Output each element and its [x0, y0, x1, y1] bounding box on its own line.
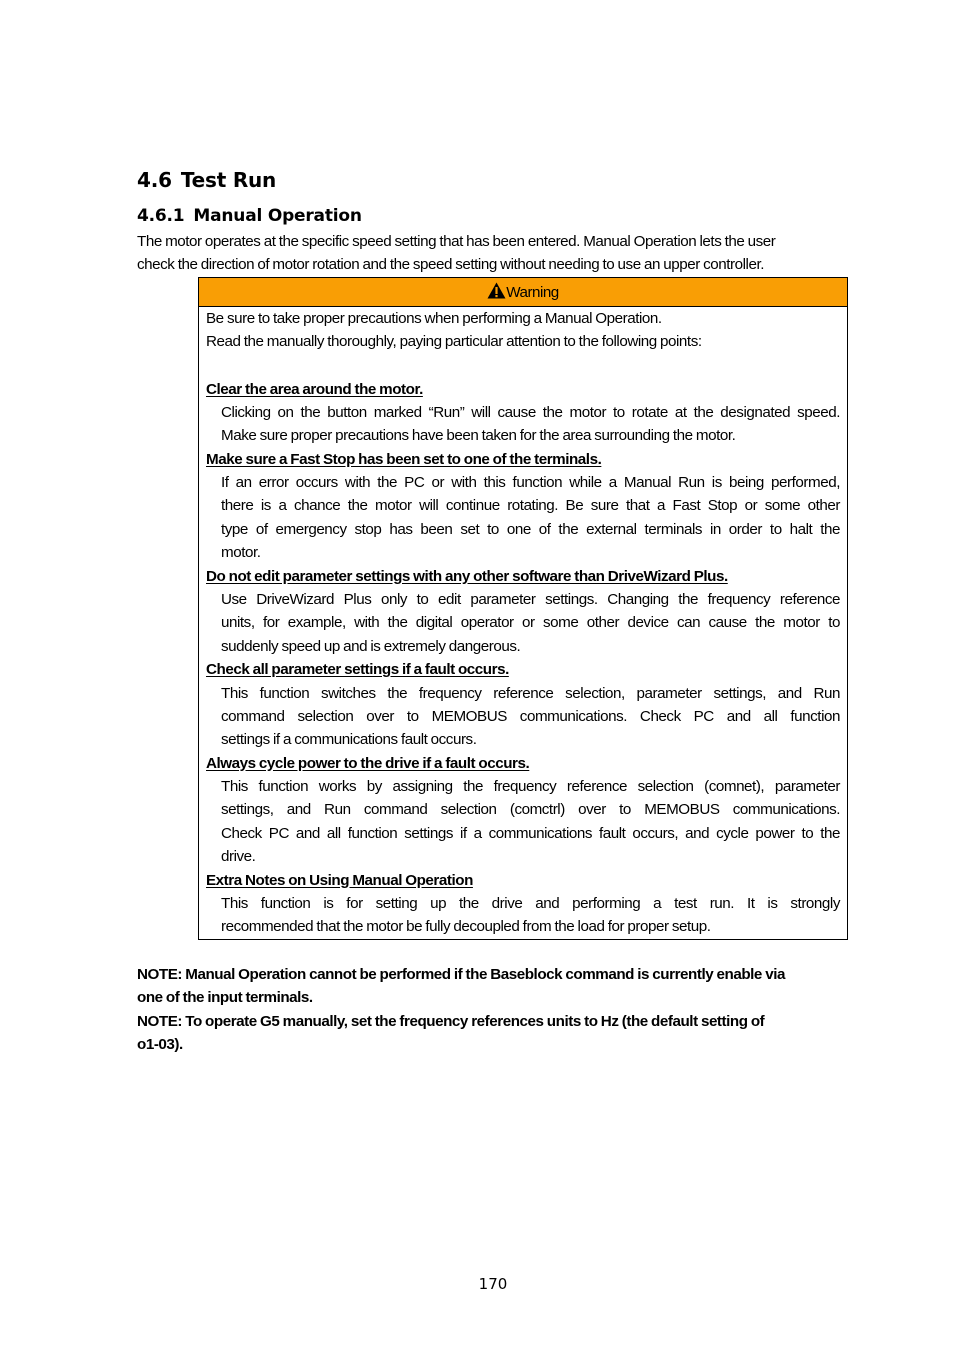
warning-label: Warning [506, 283, 559, 301]
warning-item-line: This function switches the frequency reference selection, parameter settings, and Run [221, 684, 840, 702]
warning-item-line: settings if a communications fault occurs. [221, 731, 477, 749]
warning-item-line: Clicking on the button marked “Run” will cause the motor to rotate at the designated speed. [221, 404, 840, 421]
warning-item-text [221, 471, 840, 565]
warning-item-text [221, 401, 840, 448]
warning-item-line: motor. [221, 544, 261, 562]
warning-intro-line: Read the manually thoroughly, paying particular attention to the following points: [206, 333, 702, 351]
warning-item-line: settings, and Run command selection (comctrl) over to MEMOBUS communications. [221, 801, 840, 819]
warning-item-line: This function works by assigning the frequency reference selection (comnet), parameter [221, 778, 840, 795]
warning-item-line: command selection over to MEMOBUS communications. Check PC and all function [221, 707, 840, 725]
note-line: o1-03). [137, 1036, 183, 1054]
warning-item-line: Make sure proper precautions have been taken for the area surrounding the motor. [221, 427, 736, 445]
warning-item-text [221, 682, 840, 752]
warning-item-text [221, 775, 840, 869]
warning-intro-line: Be sure to take proper precautions when performing a Manual Operation. [206, 310, 662, 327]
warning-item-line: Check PC and all function settings if a communications fault occurs, and cycle power to the [221, 824, 840, 842]
warning-item-text [221, 892, 840, 939]
note-line: NOTE: Manual Operation cannot be performed if the Baseblock command is currently enable via [137, 966, 785, 983]
warning-item-text [221, 588, 840, 658]
intro-paragraph [137, 230, 849, 277]
warning-item-heading: Make sure a Fast Stop has been set to one of the terminals. [206, 451, 602, 468]
warning-item-heading: Extra Notes on Using Manual Operation [206, 871, 473, 889]
note-line: one of the input terminals. [137, 989, 313, 1007]
warning-item-heading: Do not edit parameter settings with any other software than DriveWizard Plus. [206, 567, 728, 585]
warning-item-heading: Always cycle power to the drive if a fault occurs. [206, 754, 530, 772]
warning-item-line: recommended that the motor be fully decoupled from the load for proper setup. [221, 918, 711, 936]
warning-item-line: If an error occurs with the PC or with this function while a Manual Run is being performed, [221, 474, 840, 491]
warning-item-line: type of emergency stop has been set to one of the external terminals in order to halt the [221, 520, 840, 538]
subsection-number: 4.6.1 [137, 206, 185, 226]
intro-line: check the direction of motor rotation and the speed setting without needing to use an upper controller. [137, 256, 764, 274]
subsection-title: Manual Operation [193, 206, 362, 226]
warning-item-heading: Check all parameter settings if a fault occurs. [206, 661, 509, 678]
section-heading [137, 168, 276, 192]
warning-item-heading: Clear the area around the motor. [206, 380, 423, 398]
notes-block [137, 963, 849, 1057]
warning-item-line: drive. [221, 848, 256, 866]
warning-triangle-icon [487, 282, 506, 299]
warning-item-line: there is a chance the motor will continue rotating. Be sure that a Fast Stop or some other [221, 497, 840, 515]
subsection-heading [137, 206, 362, 226]
intro-line: The motor operates at the specific speed setting that has been entered. Manual Operation lets the user [137, 233, 776, 250]
section-title: Test Run [180, 168, 277, 192]
note-line: NOTE: To operate G5 manually, set the frequency references units to Hz (the default setting of [137, 1012, 765, 1030]
warning-item-line: suddenly speed up and is extremely dangerous. [221, 637, 521, 655]
warning-item-line: This function is for setting up the drive and performing a test run. It is strongly [221, 895, 840, 912]
warning-box [198, 277, 848, 940]
section-number: 4.6 [137, 168, 172, 192]
page-number: 170 [478, 1275, 508, 1293]
warning-item-line: units, for example, with the digital operator or some other device can cause the motor to [221, 614, 840, 632]
warning-header [199, 278, 847, 307]
warning-item-line: Use DriveWizard Plus only to edit parameter settings. Changing the frequency reference [221, 591, 840, 608]
